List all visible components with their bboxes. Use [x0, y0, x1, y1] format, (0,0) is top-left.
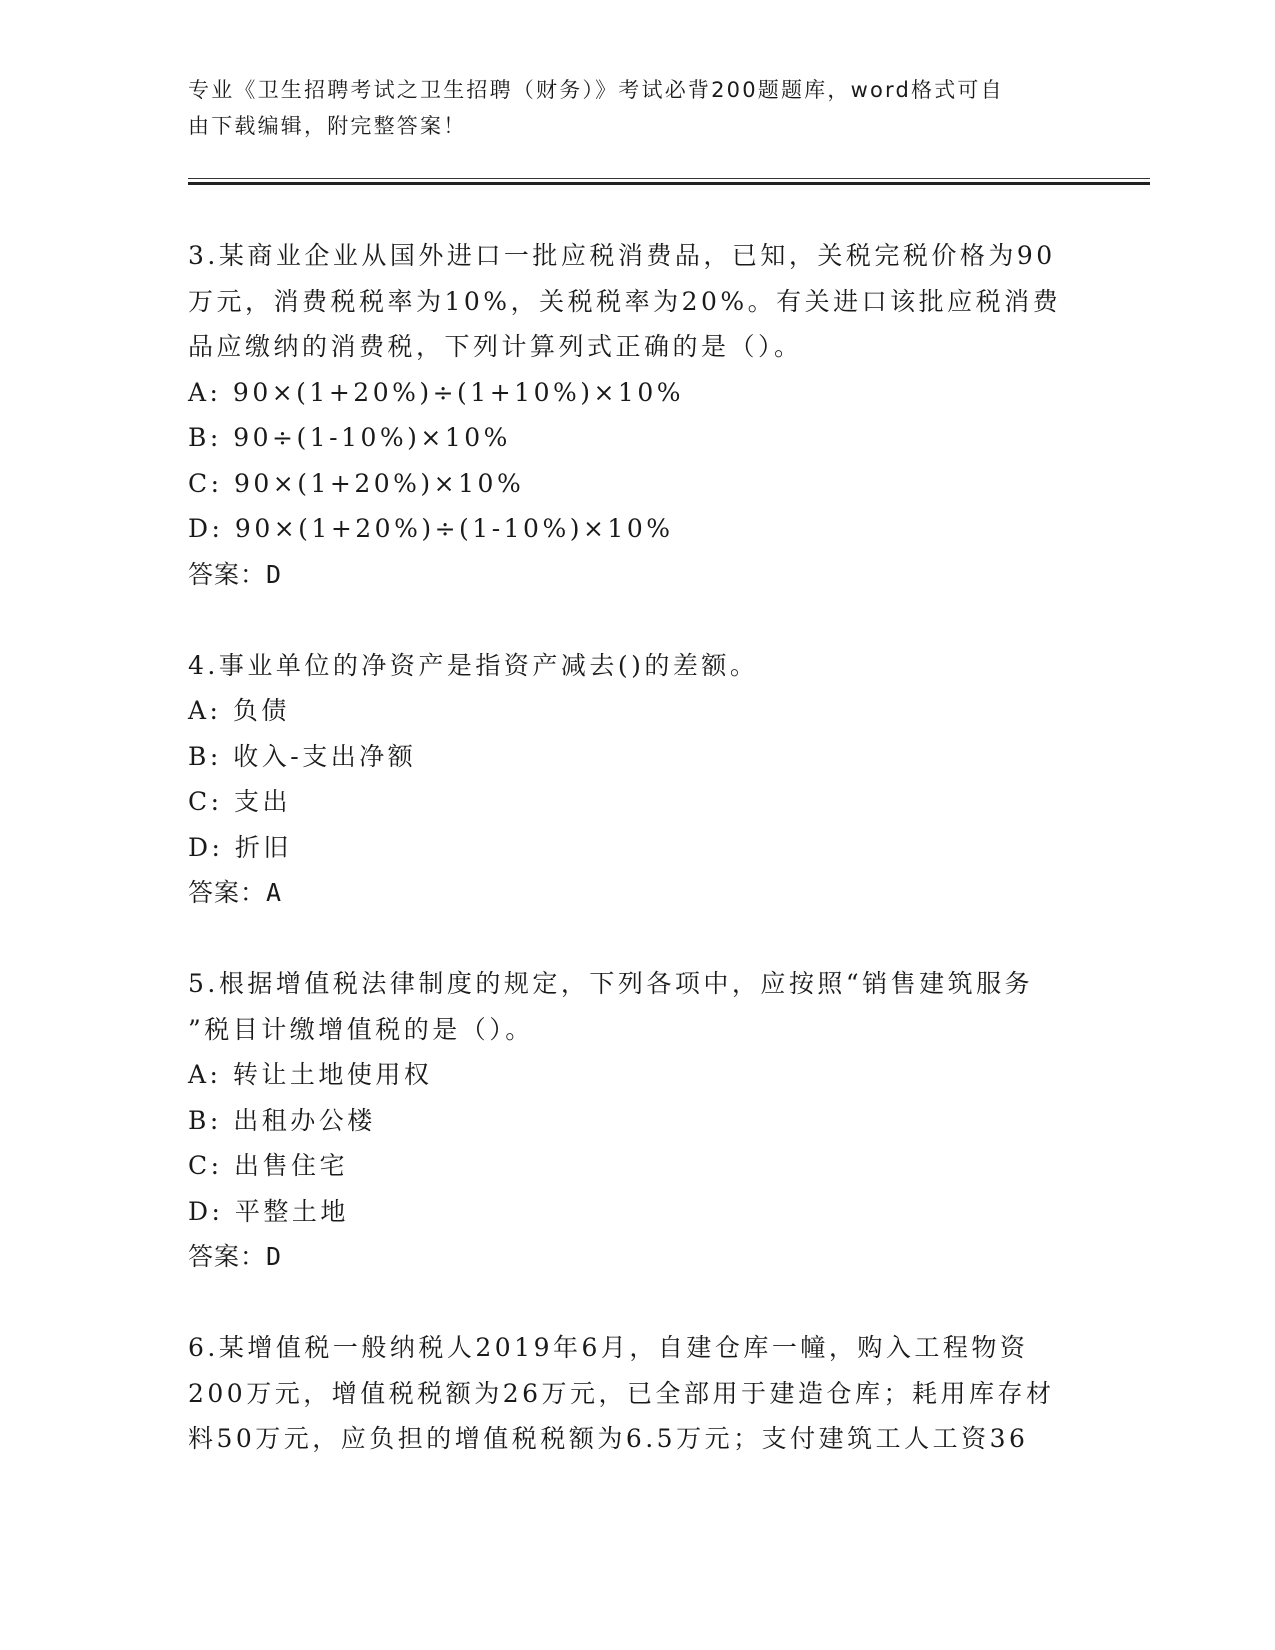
- spacer: [188, 1280, 1088, 1326]
- question-5: [188, 961, 1088, 1280]
- header-line-2: 由下载编辑，附完整答案！: [188, 114, 467, 138]
- option-a: A: 负债: [188, 696, 290, 725]
- stem-line: 品应缴纳的消费税，下列计算列式正确的是（）。: [188, 332, 803, 361]
- stem-line: 万元，消费税税率为10%，关税税率为20%。有关进口该批应税消费: [188, 286, 1062, 316]
- question-stem: [188, 961, 1088, 1052]
- stem-line: 6.某增值税一般纳税人2019年6月，自建仓库一幢，购入工程物资: [188, 1333, 1029, 1362]
- stem-line: 料50万元，应负担的增值税税额为6.5万元；支付建筑工人工资36: [188, 1424, 1029, 1453]
- option-c: C: 支出: [188, 787, 291, 816]
- option-b: B: 出租办公楼: [188, 1105, 376, 1135]
- question-stem: [188, 643, 1088, 689]
- header-divider-thick: [188, 182, 1150, 185]
- document-header: [188, 72, 1068, 144]
- header-line-1: 专业《卫生招聘考试之卫生招聘（财务）》考试必背200题题库，word格式可自: [188, 78, 1004, 102]
- question-stem: [188, 233, 1088, 370]
- spacer: [188, 916, 1088, 962]
- stem-line: 200万元，增值税税额为26万元，已全部用于建造仓库；耗用库存材: [188, 1378, 1055, 1408]
- stem-line: 4.事业单位的净资产是指资产减去()的差额。: [188, 650, 759, 680]
- option-a: A: 90×(1+20%)÷(1+10%)×10%: [188, 377, 684, 407]
- answer-label: 答案：D: [188, 559, 283, 589]
- option-c: C: 90×(1+20%)×10%: [188, 468, 525, 498]
- question-4: [188, 643, 1088, 916]
- option-d: D: 平整土地: [188, 1196, 349, 1226]
- option-b: B: 收入-支出净额: [188, 741, 417, 771]
- option-d: D: 90×(1+20%)÷(1-10%)×10%: [188, 514, 674, 543]
- spacer: [188, 597, 1088, 643]
- option-d: D: 折旧: [188, 832, 292, 862]
- header-divider-thin: [188, 178, 1150, 179]
- option-a: A: 转让土地使用权: [188, 1060, 433, 1089]
- question-3: [188, 233, 1088, 597]
- stem-line: 5.根据增值税法律制度的规定，下列各项中，应按照“销售建筑服务: [188, 969, 1034, 998]
- question-list: [188, 233, 1088, 1462]
- stem-line: ”税目计缴增值税的是（）。: [188, 1014, 534, 1044]
- option-c: C: 出售住宅: [188, 1151, 348, 1180]
- stem-line: 3.某商业企业从国外进口一批应税消费品，已知，关税完税价格为90: [188, 241, 1056, 270]
- answer-label: 答案：A: [188, 878, 283, 907]
- question-stem: [188, 1325, 1088, 1462]
- answer-label: 答案：D: [188, 1242, 283, 1271]
- option-b: B: 90÷(1-10%)×10%: [188, 423, 511, 452]
- question-6: [188, 1325, 1088, 1462]
